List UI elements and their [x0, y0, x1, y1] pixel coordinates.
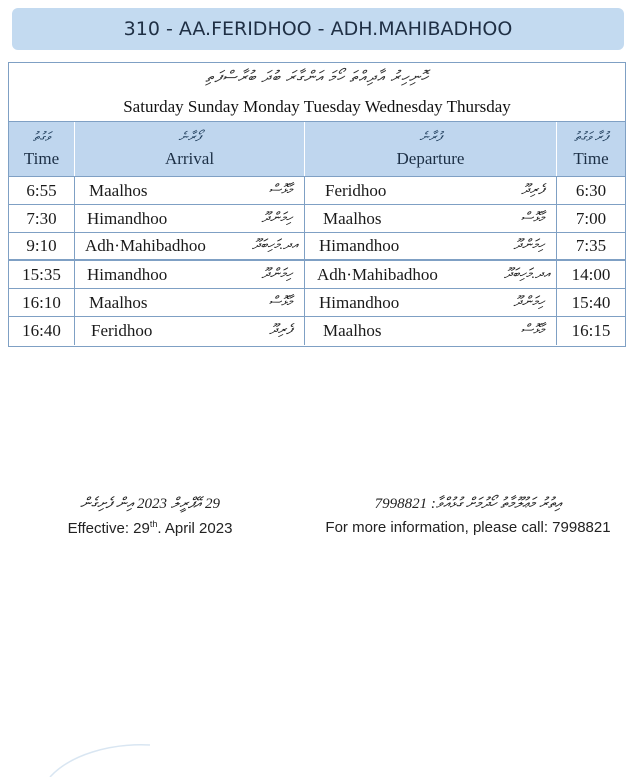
arrival-place-dv: މާޅޮސް: [268, 182, 292, 198]
header-arrival: [75, 122, 305, 176]
table-row: [9, 317, 625, 345]
departure-place-dv: މާޅޮސް: [520, 323, 544, 338]
departure-time: 7:00: [575, 208, 607, 228]
departure-cell: [305, 177, 557, 204]
schedule-table: [8, 62, 626, 347]
arrival-time: 9:10: [9, 233, 75, 259]
departure-place: Himandhoo: [319, 292, 400, 312]
arrival-place-dv: ހިމަންދޫ: [261, 266, 292, 282]
departure-place-dv: މާޅޮސް: [520, 210, 544, 226]
departure-time: 7:35: [575, 236, 607, 255]
departure-time: 14:00: [571, 264, 611, 284]
arrival-place: Feridhoo: [91, 321, 153, 340]
arrival-time: 16:10: [9, 289, 75, 316]
arrival-cell: [75, 177, 305, 204]
contact-info-block: [318, 495, 618, 536]
departure-cell: [305, 317, 557, 345]
arrival-place-dv: އދ.މަހިބަދޫ: [252, 238, 298, 253]
contact-info: For more information, please call: 7998821: [325, 519, 611, 536]
operating-days-dhivehi: ހޮނިހިރު އާދިއްތަ ހޯމަ އަންގާރަ ބުދަ ބުރާސްފަތި: [205, 69, 429, 86]
departure-place: Adh·Mahibadhoo: [317, 264, 438, 284]
route-title: 310 - AA.FERIDHOO - ADH.MAHIBADHOO: [123, 18, 513, 40]
effective-date-block: [40, 495, 260, 537]
arrival-time: 6:55: [9, 177, 75, 204]
header-arrival-time-en: Time: [23, 149, 60, 168]
table-row: [9, 289, 625, 317]
header-arrival-dv: ފޯރާނެ: [178, 129, 201, 144]
departure-cell: [305, 261, 557, 288]
arrival-time: 16:40: [9, 317, 75, 345]
departure-place-dv: ފެރިދޫ: [521, 182, 544, 198]
arrival-time: 7:30: [9, 205, 75, 232]
departure-cell: [305, 205, 557, 232]
decorative-swoosh: [40, 735, 180, 777]
arrival-place: Himandhoo: [87, 208, 168, 228]
table-header: [9, 121, 625, 177]
table-row: [9, 261, 625, 289]
effective-date: [40, 519, 260, 537]
arrival-place-dv: ފެރިދޫ: [269, 323, 292, 338]
departure-place: Himandhoo: [319, 236, 400, 255]
arrival-place: Adh·Mahibadhoo: [85, 236, 206, 255]
table-row: [9, 233, 625, 261]
effective-date-month-year: . April 2023: [157, 520, 233, 537]
effective-date-day: Effective: 29: [67, 520, 150, 537]
departure-place-dv: ހިމަންދޫ: [513, 238, 544, 253]
table-row: [9, 177, 625, 205]
arrival-cell: [75, 289, 305, 316]
departure-place-dv: އދ.މަހިބަދޫ: [504, 266, 550, 282]
arrival-cell: [75, 233, 305, 259]
arrival-cell: [75, 317, 305, 345]
table-row: [9, 205, 625, 233]
arrival-place: Maalhos: [89, 180, 148, 200]
header-arrival-time-dv: ވަގުތު: [32, 129, 51, 144]
departure-time: 16:15: [571, 321, 611, 340]
departure-place: Feridhoo: [325, 180, 387, 200]
operating-days: Saturday Sunday Monday Tuesday Wednesday Thursday: [123, 97, 511, 116]
header-departure-time: [557, 122, 625, 176]
departure-place-dv: ހިމަންދޫ: [513, 294, 544, 310]
contact-info-dv: އިތުރު މަޢުލޫމާތު ހޯދުމަށް ގުޅުއްވާ: 7998821: [374, 496, 562, 512]
departure-cell: [305, 289, 557, 316]
arrival-place-dv: ހިމަންދޫ: [261, 210, 292, 226]
departure-time: 6:30: [575, 180, 607, 200]
arrival-place-dv: މާޅޮސް: [268, 294, 292, 310]
arrival-place: Himandhoo: [87, 264, 168, 284]
departure-place: Maalhos: [323, 208, 382, 228]
arrival-time: 15:35: [9, 261, 75, 288]
effective-date-ordinal: th: [149, 519, 158, 529]
header-departure-time-en: Time: [573, 149, 609, 168]
header-departure: [305, 122, 557, 176]
route-title-banner: [12, 8, 624, 50]
arrival-cell: [75, 205, 305, 232]
departure-cell: [305, 233, 557, 259]
header-departure-en: Departure: [396, 149, 465, 168]
arrival-place: Maalhos: [89, 292, 148, 312]
arrival-cell: [75, 261, 305, 288]
departure-time: 15:40: [571, 292, 611, 312]
effective-date-dv: 29 އޭޕްރީލް 2023 އިން ފެށިގެން: [80, 496, 220, 512]
table-body: [9, 177, 625, 345]
header-arrival-en: Arrival: [164, 149, 215, 168]
header-departure-time-dv: ފުރާ ވަގުތު: [574, 129, 608, 144]
header-arrival-time: [9, 122, 75, 176]
header-departure-dv: ފުރާނެ: [419, 129, 442, 144]
departure-place: Maalhos: [323, 321, 382, 340]
